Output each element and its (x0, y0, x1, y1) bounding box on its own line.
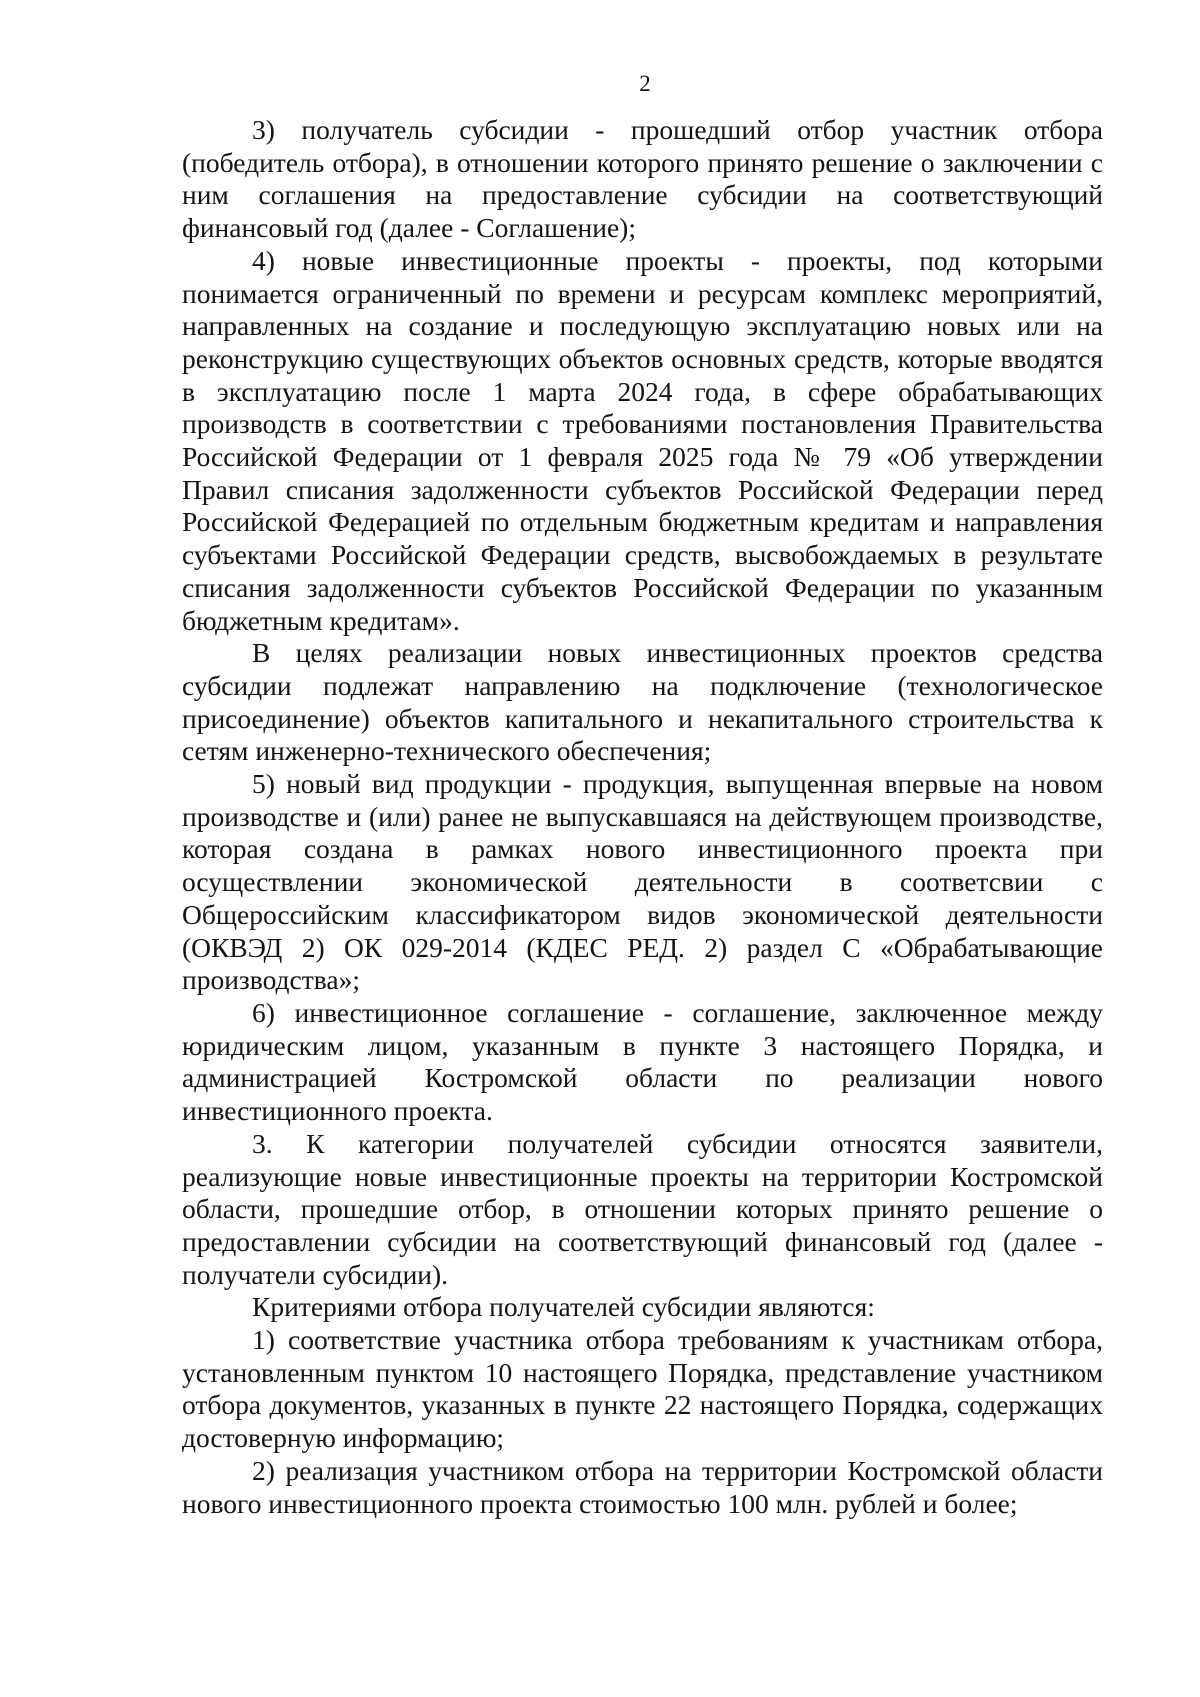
paragraph-criteria-heading: Критериями отбора получателей субсидии являются: (252, 1291, 875, 1323)
paragraph-item-6: 6) инвестиционное соглашение - соглашение, заключенное между юридическим лицом, указанным в пункте 3 настоящего Порядка, и администрацией Костромской области по реализации нового инвестиционного проекта. (182, 996, 1103, 1127)
paragraph-item-3: 3) получатель субсидии - прошедший отбор участник отбора (победитель отбора), в отношении которого принято решение о заключении с ним соглашения на предоставление субсидии на соответствующий финансовый год (далее - Соглашение); (182, 114, 1103, 244)
paragraph-section-3: 3. К категории получателей субсидии относятся заявители, реализующие новые инвестиционные проекты на территории Костромской области, прошедшие отбор, в отношении которых принято решение о предоставлении субсидии на соответствующий финансовый год (далее - получатели субсидии). (182, 1127, 1103, 1290)
paragraph-criterion-2: 2) реализация участником отбора на территории Костромской области нового инвестиционного проекта стоимостью 100 млн. рублей и более; (182, 1454, 1103, 1519)
paragraph-criterion-1: 1) соответствие участника отбора требованиям к участникам отбора, установленным пунктом 10 настоящего Порядка, представление участником отбора документов, указанных в пункте 22 настоящего Порядка, содержащих достоверную информацию; (182, 1324, 1103, 1454)
paragraph-investment-purpose: В целях реализации новых инвестиционных проектов средства субсидии подлежат направлению на подключение (технологическое присоединение) объектов капитального и некапитального строительства к сетям инженерно-технического обеспечения; (182, 637, 1103, 767)
page-number: 2 (639, 71, 651, 96)
document-body (182, 114, 1103, 1520)
paragraph-item-4: 4) новые инвестиционные проекты - проекты, под которыми понимается ограниченный по времени и ресурсам комплекс мероприятий, направленных на создание и последующую эксплуатацию новых или на реконструкцию существующих объектов основных средств, которые вводятся в эксплуатацию после 1 марта 2024 года, в сфере обрабатывающих производств в соответствии с требованиями постановления Правительства Российской Федерации от 1 февраля 2025 года № 79 «Об утверждении Правил списания задолженности субъектов Российской Федерации перед Российской Федерацией по отдельным бюджетным кредитам и направления субъектами Российской Федерации средств, высвобождаемых в результате списания задолженности субъектов Российской Федерации по указанным бюджетным кредитам». (182, 244, 1103, 636)
paragraph-item-5: 5) новый вид продукции - продукция, выпущенная впервые на новом производстве и (или) ранее не выпускавшаяся на действующем производстве, которая создана в рамках нового инвестиционного проекта при осуществлении экономической деятельности в соответсвии с Общероссийским классификатором видов экономической деятельности (ОКВЭД 2) ОК 029-2014 (КДЕС РЕД. 2) раздел С «Обрабатывающие производства»; (182, 768, 1103, 996)
